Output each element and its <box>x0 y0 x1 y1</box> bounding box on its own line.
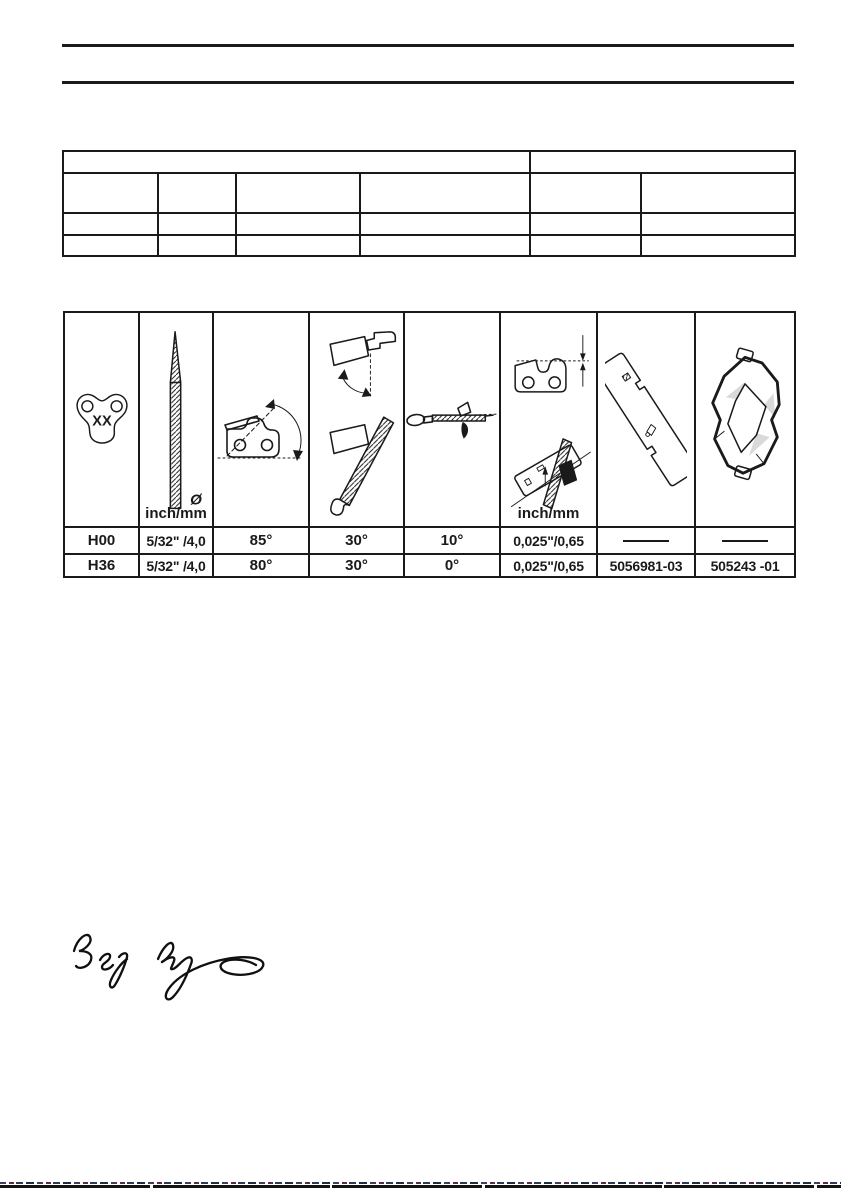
scan-solid-line <box>0 1185 841 1188</box>
column-file-guide-angle <box>404 312 500 527</box>
round-file-icon <box>141 328 211 514</box>
chain-id-cell: H36 <box>64 554 139 577</box>
empty-cell <box>158 213 236 235</box>
empty-cell <box>236 235 360 256</box>
column-file-gauge <box>695 312 795 527</box>
file-guide-angle-cell: 10° <box>404 527 500 554</box>
file-size-cell: 5/32" /4,0 <box>139 554 213 577</box>
second-horizontal-rule <box>62 81 794 84</box>
column-depth-gauge-tool <box>597 312 695 527</box>
depth-gauge-tool-icon <box>605 322 687 518</box>
filing-table-icon-row <box>64 312 795 527</box>
diameter-symbol: Ø <box>190 491 202 509</box>
depth-gauge-tool-cell <box>597 527 695 554</box>
filing-angle-icon <box>311 317 403 523</box>
empty-cell <box>641 235 795 256</box>
empty-table-row <box>63 235 795 256</box>
empty-spec-table <box>62 150 796 257</box>
top-horizontal-rule <box>62 44 794 47</box>
empty-cell <box>530 173 641 213</box>
file-gauge-icon <box>700 325 790 515</box>
empty-cell <box>63 173 158 213</box>
empty-cell <box>360 235 530 256</box>
empty-cell <box>236 213 360 235</box>
empty-cell <box>641 213 795 235</box>
empty-cell <box>63 235 158 256</box>
empty-cell <box>360 173 530 213</box>
filing-row-h36 <box>64 554 795 577</box>
empty-cell <box>641 173 795 213</box>
file-guide-angle-icon <box>405 388 499 452</box>
depth-gauge-tool-cell: 5056981-03 <box>597 554 695 577</box>
column-file-diameter <box>139 312 213 527</box>
depth-gauge-setting-cell: 0,025"/0,65 <box>500 527 597 554</box>
file-gauge-cell: 505243 -01 <box>695 554 795 577</box>
chain-id-cell: H00 <box>64 527 139 554</box>
side-plate-angle-icon <box>215 359 307 481</box>
column-filing-angle <box>309 312 404 527</box>
empty-table-row <box>63 173 795 213</box>
file-guide-angle-cell: 0° <box>404 554 500 577</box>
filing-row-h00 <box>64 527 795 554</box>
empty-cell <box>360 213 530 235</box>
empty-cell <box>236 173 360 213</box>
empty-cell <box>530 213 641 235</box>
empty-header-group-right <box>530 151 795 173</box>
side-plate-angle-cell: 80° <box>213 554 309 577</box>
filing-spec-table <box>63 311 796 578</box>
empty-cell <box>158 173 236 213</box>
filing-angle-cell: 30° <box>309 554 404 577</box>
file-gauge-cell <box>695 527 795 554</box>
chain-stamp-text: XX <box>91 412 112 429</box>
depth-gauge-setting-cell: 0,025"/0,65 <box>500 554 597 577</box>
column-chain-type <box>64 312 139 527</box>
empty-table-header-row <box>63 151 795 173</box>
dash-placeholder <box>722 540 768 542</box>
dash-placeholder <box>623 540 669 542</box>
scan-noise-line <box>0 1182 841 1184</box>
signature <box>60 913 285 1008</box>
file-unit-label: inch/mm <box>145 505 207 522</box>
scan-bottom-edge <box>0 1182 841 1190</box>
empty-header-group-left <box>63 151 530 173</box>
empty-cell <box>158 235 236 256</box>
file-size-cell: 5/32" /4,0 <box>139 527 213 554</box>
column-side-plate-angle <box>213 312 309 527</box>
filing-angle-cell: 30° <box>309 527 404 554</box>
empty-cell <box>63 213 158 235</box>
column-depth-gauge-setting <box>500 312 597 527</box>
empty-cell <box>530 235 641 256</box>
empty-table-row <box>63 213 795 235</box>
depth-unit-label: inch/mm <box>517 505 580 522</box>
chain-drive-link-icon <box>70 386 134 454</box>
depth-gauge-setting-icon <box>502 328 596 516</box>
side-plate-angle-cell: 85° <box>213 527 309 554</box>
